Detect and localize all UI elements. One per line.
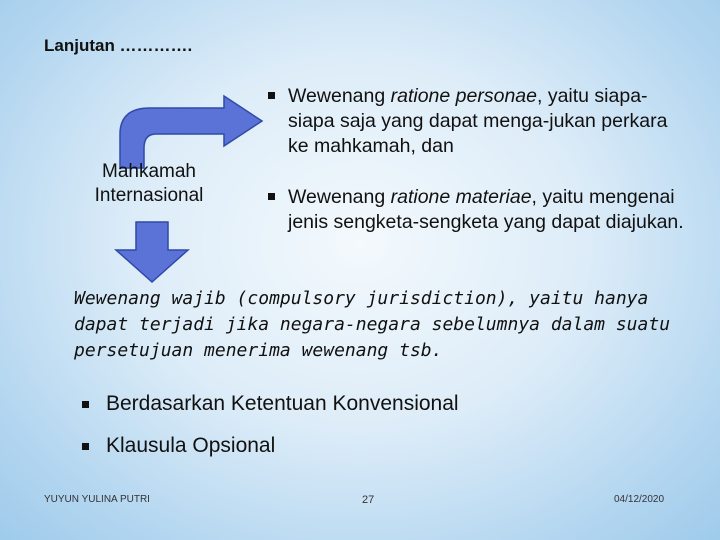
curved-arrow-icon <box>116 94 266 170</box>
down-arrow-icon <box>112 220 192 284</box>
sub-bullet-text: Klausula Opsional <box>106 434 276 457</box>
sub-bullet-konvensional <box>82 392 459 416</box>
bullet-text-italic: ratione materiae <box>390 186 532 208</box>
paragraph-text-pre: Wewenang wajib ( <box>74 288 248 309</box>
bullet-text-post: , yaitu siapa-siapa saja yang dapat menga-jukan perkara ke mahkamah, dan <box>288 85 668 157</box>
paragraph-text-post: ), yaitu hanya dapat terjadi jika negara-negara sebelumnya dalam suatu persetujuan menerima wewenang tsb. <box>74 288 671 361</box>
footer-page-number: 27 <box>362 494 375 506</box>
diagram-label-line2: Internasional <box>94 185 204 206</box>
slide-heading: Lanjutan …………. <box>44 36 193 55</box>
compulsory-jurisdiction-paragraph <box>74 286 704 364</box>
footer-date: 04/12/2020 <box>614 494 665 505</box>
bullet-text-pre: Wewenang <box>288 186 391 208</box>
diagram-label <box>64 160 234 208</box>
diagram-label-line1: Mahkamah <box>102 161 196 182</box>
bullet-square-icon <box>268 92 275 99</box>
bullet-square-icon <box>82 401 89 408</box>
footer-author: YUYUN YULINA PUTRI <box>44 494 150 505</box>
bullet-text-italic: ratione personae <box>390 85 537 107</box>
bullet-ratione-personae <box>268 84 688 159</box>
sub-bullet-text: Berdasarkan Ketentuan Konvensional <box>106 392 459 415</box>
paragraph-text-italic: compulsory jurisdiction <box>247 288 497 309</box>
bullet-square-icon <box>82 443 89 450</box>
bullet-text-post: , yaitu mengenai jenis sengketa-sengketa yang dapat diajukan. <box>288 186 684 233</box>
bullet-text-pre: Wewenang <box>288 85 391 107</box>
bullet-ratione-materiae <box>268 185 688 235</box>
bullet-square-icon <box>268 193 275 200</box>
sub-bullet-opsional <box>82 434 275 458</box>
